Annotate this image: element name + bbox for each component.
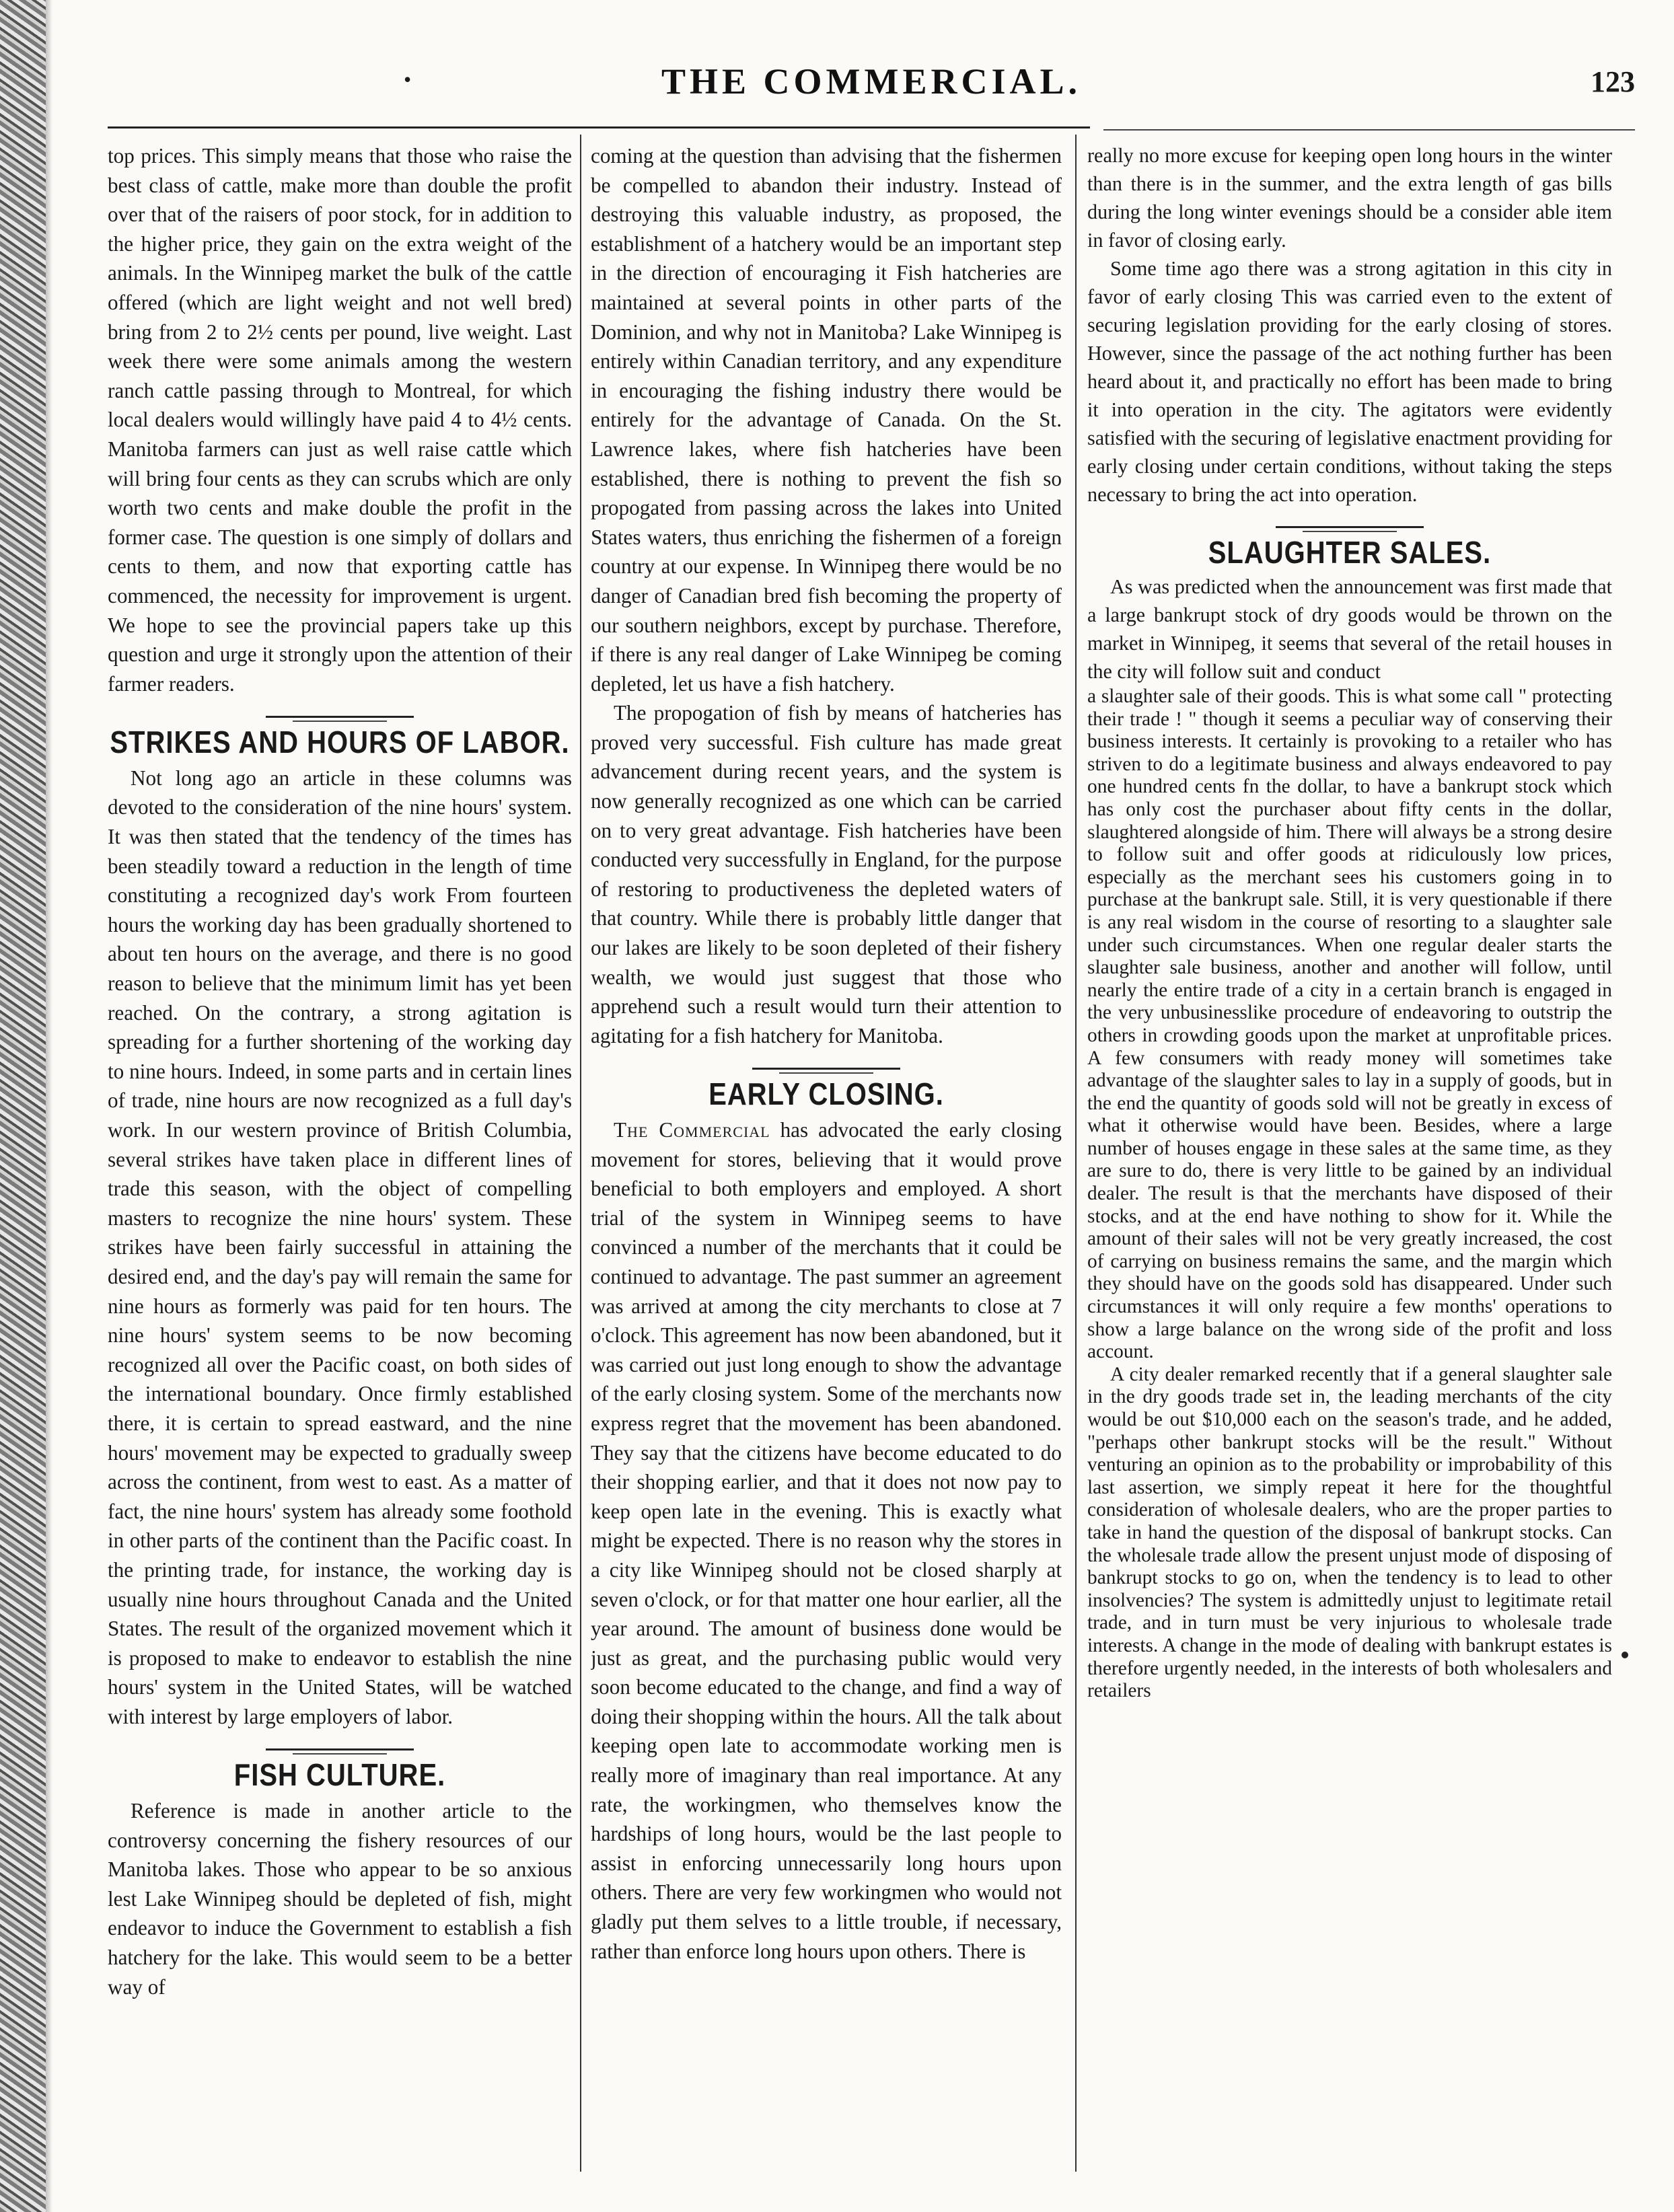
newspaper-title: THE COMMERCIAL. — [661, 61, 1081, 102]
article-paragraph: A city dealer remarked recently that if a general slaughter sale in the dry goods trade set in, the leading merchants of the city would be out $10,000 each on the season's trade, and he added, "perhaps other bankrupt stocks will be the result." Without venturing an opinion as to the probability or improbability of this last assertion, we simply repeat it here for the thoughtful consideration of wholesale dealers, who are the proper parties to take in hand the question of the disposal of bankrupt stocks. Can the wholesale trade allow the present unjust mode of disposing of bankrupt stocks to go on, when the tendency is to lead to other insolvencies? The system is admittedly unjust to legitimate retail trade, and in turn must be very injurious to wholesale trade interests. A change in the mode of dealing with bankrupt estates is therefore urgently needed, in the interests of both wholesalers and retailers — [1087, 1363, 1612, 1702]
column-3 — [1087, 141, 1612, 2172]
section-separator — [266, 1748, 414, 1750]
publication-name: The Commercial — [614, 1118, 770, 1142]
page-binding-edge — [0, 0, 46, 2212]
column-1 — [108, 141, 572, 2172]
article-paragraph — [591, 1115, 1062, 1966]
page-number: 123 — [1591, 65, 1635, 98]
header-rule-left — [108, 126, 1090, 128]
article-paragraph: Not long ago an article in these columns was devoted to the consideration of the nine hours' system. It was then stated that the tendency of the times has been steadily toward a reduction in the length of time constituting a recognized day's work From fourteen hours the working day has been gradually shortened to about ten hours on the average, and there is no good reason to believe that the minimum limit has yet been reached. On the contrary, a strong agitation is spreading for a further shortening of the working day to nine hours. Indeed, in some parts and in certain lines of trade, nine hours are now recognized as a full day's work. In our western province of British Columbia, several strikes have taken place in different lines of trade this season, with the object of compelling masters to recognize the nine hours' system. These strikes have been fairly successful in attaining the desired end, and the day's pay will remain the same for nine hours as formerly was paid for ten hours. The nine hours' system seems to be now becoming recognized all over the Pacific coast, on both sides of the international boundary. Once firmly established there, it is certain to spread eastward, and the nine hours' movement may be expected to gradually sweep across the continent, from west to east. As a matter of fact, the nine hours' system has already some foothold in other parts of the continent than the Pacific coast. In the printing trade, for instance, the working day is usually nine hours throughout Canada and the United States. The result of the organized movement which it is proposed to make to endeavor to establish the nine hours' system in the United States, will be watched with interest by large employers of labor. — [108, 766, 572, 1728]
article-paragraph: coming at the question than advising that the fishermen be compelled to abandon their industry. Instead of destroying this valuable industry, as proposed, the establishment of a hatchery would be an important step in the direction of encouraging it Fish hatcheries are maintained at several points in other parts of the Dominion, and why not in Manitoba? Lake Winnipeg is entirely within Canadian territory, and any expenditure in encouraging the fishing industry there would be entirely for the advantage of Canada. On the St. Lawrence lakes, where fish hatcheries have been established, there is nothing to prevent the fish so propogated from passing across the lakes into United States waters, thus enriching the fishermen of a foreign country at our expense. In Winnipeg there would be no danger of Canadian bred fish becoming the property of our southern neighbors, except by purchase. Therefore, if there is any real danger of Lake Winnipeg be coming depleted, let us have a fish hatchery. — [591, 144, 1062, 696]
section-separator — [752, 1068, 900, 1070]
column-2 — [591, 141, 1062, 2172]
header-rule-right — [1103, 129, 1635, 131]
masthead — [108, 61, 1635, 121]
dense-text-block — [1087, 686, 1612, 1703]
article-paragraph: The propogation of fish by means of hatcheries has proved very successful. Fish culture has made great advancement during recent years, and the system is now generally recognized as one which can be carried on to very great advantage. Fish hatcheries have been conducted very successfully in England, for the purpose of restoring to productiveness the depleted waters of that country. While there is probably little danger that our lakes are likely to be soon depleted of their fishery wealth, we would just suggest that those who apprehend such a result would turn their attention to agitating for a fish hatchery for Manitoba. — [591, 701, 1062, 1047]
section-separator — [1276, 526, 1424, 528]
heading-fish-culture: FISH CULTURE. — [233, 1759, 446, 1793]
article-paragraph: Reference is made in another article to the controversy concerning the fishery resources of our Manitoba lakes. Those who appear to be so anxious lest Lake Winnipeg should be depleted of fish, might endeavor to induce the Government to establish a fish hatchery for the lake. This would seem to be a better way of — [108, 1799, 572, 1999]
column-divider-2 — [1075, 135, 1077, 2172]
column-divider-1 — [580, 135, 581, 2172]
article-paragraph: a slaughter sale of their goods. This is what some call " protecting their trade ! " though it seems a peculiar way of conserving their business interests. It certainly is provoking to a retailer who has striven to do a legitimate business and always endeavored to pay one hundred cents fn the dollar, to have a bankrupt stock which has only cost the purchaser about fifty cents in the dollar, slaughtered alongside of him. There will always be a strong desire to follow suit and offer goods at ridiculously low prices, especially as the merchant sees his customers going in to purchase at the bankrupt sale. Still, it is very questionable if there is any real wisdom in the course of resorting to a slaughter sale under such circumstances. When one regular dealer starts the slaughter sale business, another and another will follow, until nearly the entire trade of a city in a certain branch is engaged in the very unbusinesslike procedure of endeavoring to outstrip the others in crowding goods upon the market at unprofitable prices. A few consumers with ready money will sometimes take advantage of the slaughter sales to lay in a supply of goods, but in the end the quantity of goods sold will not be greatly in excess of what it otherwise would have been. Besides, where a large number of houses engage in these sales at the same time, as they are sure to do, there is very little to be gained by an individual dealer. The result is that the merchants have disposed of their stocks, and at the end have nothing to show for it. While the amount of their sales will not be very greatly increased, the cost of carrying on business remains the same, and the margin which they should have on the goods sold has disappeared. Under such circumstances it will only require a few months' operations to show a large balance on the wrong side of the profit and loss account. — [1087, 686, 1612, 1363]
heading-early-closing: EARLY CLOSING. — [708, 1077, 944, 1112]
print-speck — [1622, 1652, 1628, 1658]
article-paragraph: As was predicted when the announcement was first made that a large bankrupt stock of dry goods would be thrown on the market in Winnipeg, it seems that several of the retail houses in the city will follow suit and conduct — [1087, 575, 1612, 683]
article-text: has advocated the early closing movement for stores, believing that it would prove beneficial to both employers and employed. A short trial of the system in Winnipeg seems to have convinced a number of the merchants that it could be continued to advantage. The past summer an agreement was arrived at among the city merchants to close at 7 o'clock. This agreement has now been abandoned, but it was carried out just long enough to show the advantage of the early closing system. Some of the merchants now express regret that the movement has been abandoned. They say that the citizens have become educated to do their shopping earlier, and that it does not now pay to keep open late in the evening. This is exactly what might be expected. There is no reason why the stores in a city like Winnipeg should not be closed sharply at seven o'clock, or for that matter one hour earlier, all the year around. The amount of business done would be just as great, and the purchasing public would very soon become educated to the change, and find a way of doing their shopping within the hours. All the talk about keeping open late to accommodate working men is really more of imaginary than real importance. At any rate, the workingmen, who themselves know the hardships of long hours, would be the last people to assist in enforcing unnecessarily long hours upon others. There are very few workingmen who would not gladly put them selves to a little trouble, if necessary, rather than enforce long hours upon others. There is — [591, 1118, 1062, 1963]
section-separator — [266, 716, 414, 718]
article-paragraph: top prices. This simply means that those who raise the best class of cattle, make more than double the profit over that of the raisers of poor stock, for in addition to the higher price, they gain on the extra weight of the animals. In the Winnipeg market the bulk of the cattle offered (which are light weight and not well bred) bring from 2 to 2½ cents per pound, live weight. Last week there were some animals among the western ranch cattle passing through to Montreal, for which local dealers would willingly have paid 4 to 4½ cents. Manitoba farmers can just as well raise cattle which will bring four cents as they can scrubs which are only worth two cents and make double the profit in the former case. The question is one simply of dollars and cents to them, and now that exporting cattle has commenced, the necessity for improvement is urgent. We hope to see the provincial papers take up this question and urge it strongly upon the attention of their farmer readers. — [108, 144, 572, 696]
heading-slaughter-sales: SLAUGHTER SALES. — [1208, 536, 1492, 570]
masthead-dot: • — [404, 67, 412, 91]
heading-strikes-and-hours: STRIKES AND HOURS OF LABOR. — [110, 725, 570, 760]
article-paragraph: Some time ago there was a strong agitation in this city in favor of early closing This was carried even to the extent of securing legislation providing for the early closing of stores. However, since the passage of the act nothing further has been heard about it, and practically no effort has been made to bring it into operation in the city. The agitators were evidently satisfied with the securing of legislative enactment providing for early closing under certain conditions, without taking the steps necessary to bring the act into operation. — [1087, 257, 1612, 506]
article-paragraph: really no more excuse for keeping open long hours in the winter than there is in the summer, and the extra length of gas bills during the long winter evenings should be a consider able item in favor of closing early. — [1087, 144, 1612, 252]
